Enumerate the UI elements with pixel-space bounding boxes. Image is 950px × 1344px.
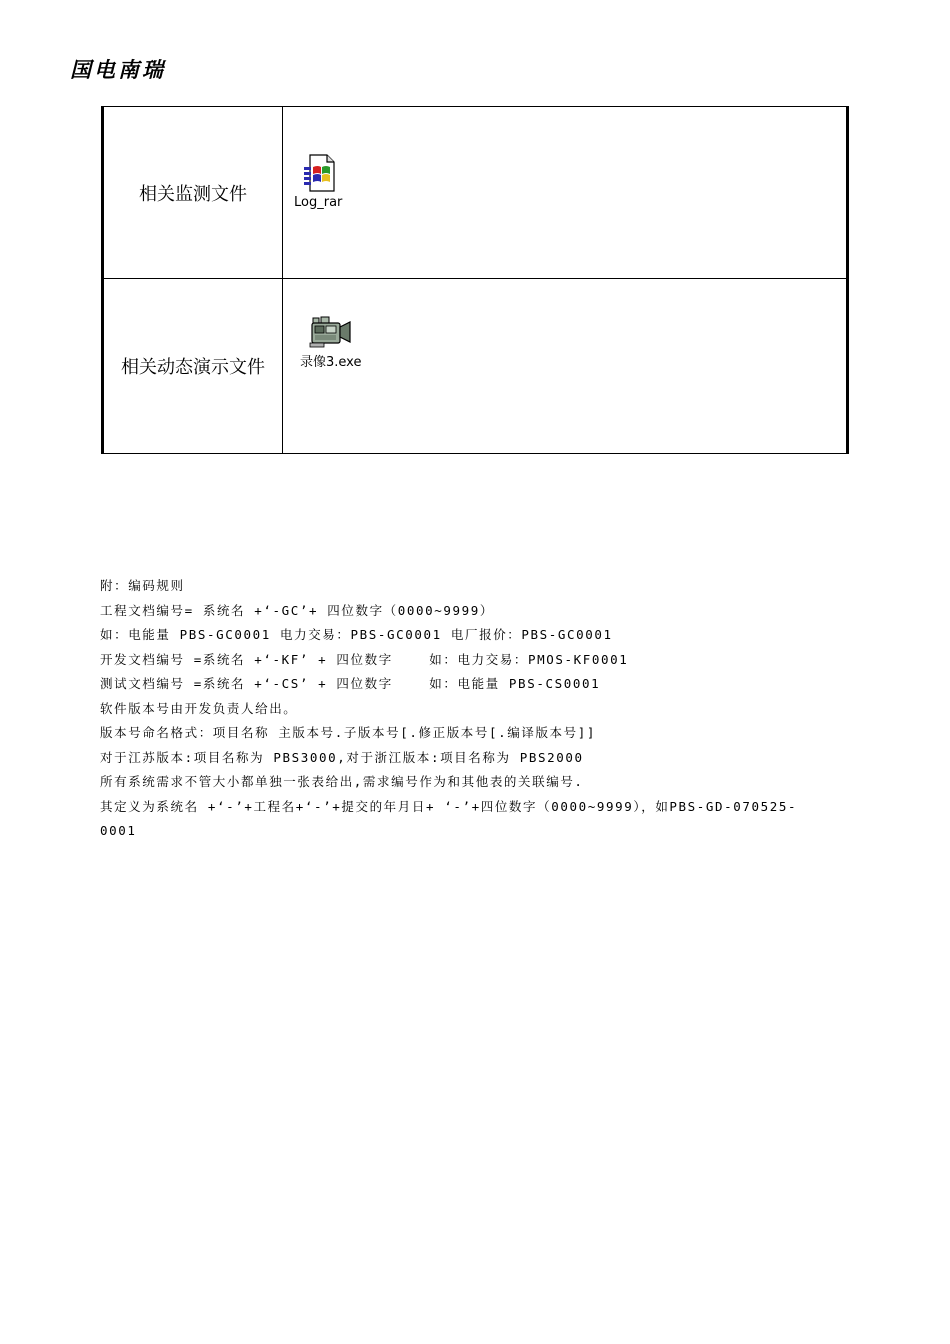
row-label-monitoring-files: 相关监测文件 [103,107,283,279]
company-logo: 国电南瑞 [70,57,166,82]
rar-archive-icon [300,153,336,193]
file-name-label: 录像3.exe [300,355,362,370]
notes-line: 测试文档编号 =系统名 +‘-CS’ + 四位数字 如：电能量 PBS-CS0001 [100,676,601,691]
notes-line: 版本号命名格式：项目名称 主版本号.子版本号[.修正版本号[.编译版本号]] [100,725,597,740]
video-camera-icon [309,315,353,349]
table-row [103,279,848,454]
row-content-monitoring-files [283,107,848,279]
table-row [103,107,848,279]
notes-line: 对于江苏版本:项目名称为 PBS3000,对于浙江版本:项目名称为 PBS2000 [100,749,584,765]
row-label-demo-files: 相关动态演示文件 [103,279,283,454]
coding-rules-notes [100,574,830,844]
notes-line: 所有系统需求不管大小都单独一张表给出,需求编号作为和其他表的关联编号. [100,774,584,789]
notes-line: 如：电能量 PBS-GC0001 电力交易：PBS-GC0001 电厂报价：PBS-GC0001 [100,627,613,642]
file-name-label: Log_rar [294,195,343,210]
notes-line: 附：编码规则 [100,578,185,593]
file-info-table [101,106,849,454]
log-rar-attachment[interactable] [294,153,342,210]
row-content-demo-files [283,279,848,454]
notes-line: 软件版本号由开发负责人给出。 [100,700,298,716]
recording-exe-attachment[interactable] [300,315,361,370]
notes-line: 开发文档编号 =系统名 +‘-KF’ + 四位数字 如：电力交易：PMOS-KF0001 [100,651,629,667]
notes-line: 其定义为系统名 +‘-’+工程名+‘-’+提交的年月日+ ‘-’+四位数字（0000~9999），如PBS-GD-070525-0001 [100,798,798,838]
notes-line: 工程文档编号= 系统名 +‘-GC’+ 四位数字（0000~9999） [100,602,495,618]
